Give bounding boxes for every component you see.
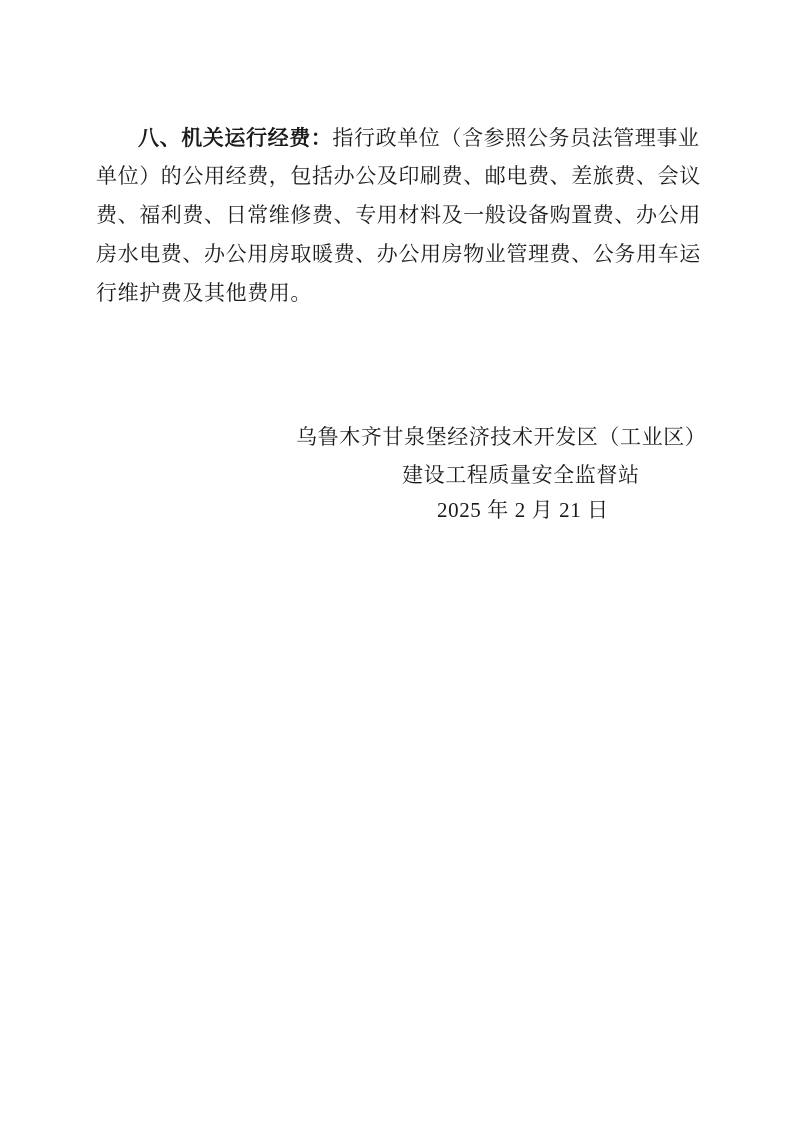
section-heading: 八、机关运行经费： bbox=[138, 125, 333, 150]
signature-date: 2025 年 2 月 21 日 bbox=[437, 498, 609, 522]
paragraph-line-2: 单位）的公用经费，包括办公及印刷费、邮电费、差旅费、会议 bbox=[96, 164, 701, 188]
section-paragraph bbox=[96, 118, 702, 313]
paragraph-text: 指行政单位（含参照公务员法管理事业 bbox=[332, 126, 700, 150]
signature-organization: 乌鲁木齐甘泉堡经济技术开发区（工业区） bbox=[296, 425, 707, 449]
paragraph-line-1 bbox=[96, 118, 702, 157]
signature-department: 建设工程质量安全监督站 bbox=[402, 463, 640, 487]
paragraph-line-4: 房水电费、办公用房取暖费、办公用房物业管理费、公务用车运 bbox=[96, 242, 701, 266]
paragraph-line-3: 费、福利费、日常维修费、专用材料及一般设备购置费、办公用 bbox=[96, 203, 701, 227]
paragraph-line-5: 行维护费及其他费用。 bbox=[96, 281, 312, 305]
